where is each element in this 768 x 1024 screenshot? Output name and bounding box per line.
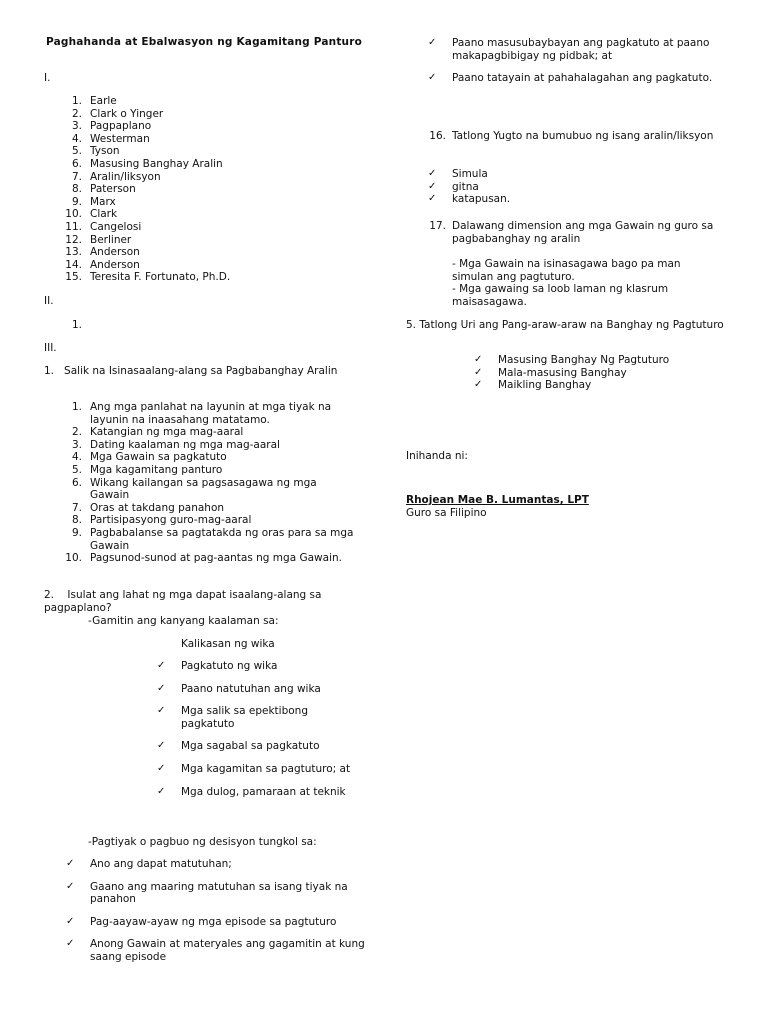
check-icon: ✓: [66, 915, 75, 927]
question-2-first-item: Kalikasan ng wika: [181, 638, 275, 650]
list-item: 6. Masusing Banghay Aralin: [71, 157, 223, 170]
question-2-sub-heading-2: -Pagtiyak o pagbuo ng desisyon tungkol sa:: [88, 836, 317, 848]
list-item: 7. Aralin/liksyon: [71, 170, 161, 183]
section-1-list: [44, 95, 364, 284]
check-icon: ✓: [66, 880, 75, 892]
question-1: 1. Salik na Isinasaalang-alang sa Pagbabanghay Aralin: [44, 365, 338, 377]
question-17-line-2: - Mga gawaing sa loob laman ng klasrum maisasagawa.: [452, 283, 669, 308]
list-item: 1. Earle: [71, 95, 117, 107]
list-item: 9. Marx: [71, 195, 116, 208]
list-item: ✓ Masusing Banghay Ng Pagtuturo: [474, 354, 670, 366]
question-2-checklist-2: [66, 858, 366, 964]
list-item: 5. Tyson: [71, 145, 120, 158]
question-2-checklist-1: [157, 660, 362, 798]
check-icon: ✓: [157, 682, 166, 694]
list-item: ✓ Simula: [428, 168, 488, 180]
check-icon: ✓: [474, 354, 483, 365]
list-item: 10. Clark: [65, 208, 118, 221]
list-item: 9. Pagbabalanse sa pagtatakda ng oras para sa mga Gawain: [71, 526, 354, 552]
check-icon: ✓: [428, 72, 437, 84]
list-item: 8. Paterson: [71, 183, 136, 196]
list-item: 13. Anderson: [65, 246, 140, 259]
check-icon: ✓: [157, 705, 166, 717]
section-2-item-number: 1.: [71, 319, 82, 331]
question-5-checklist: [474, 354, 734, 392]
list-item: ✓ Mga dulog, pamaraan at teknik: [157, 785, 346, 798]
check-icon: ✓: [157, 762, 166, 774]
prepared-by-label: Inihanda ni:: [406, 450, 468, 462]
list-item: ✓ Paano tatayain at pahahalagahan ang pagkatuto.: [428, 72, 713, 85]
list-item: 2. Clark o Yinger: [71, 107, 164, 120]
list-item: ✓ Paano masusubaybayan ang pagkatuto at paano makapagbibigay ng pidbak; at: [428, 37, 710, 62]
list-item: 7. Oras at takdang panahon: [71, 501, 225, 514]
question-5: 5. Tatlong Uri ang Pang-araw-araw na Banghay ng Pagtuturo: [406, 319, 724, 331]
list-item: 11. Cangelosi: [65, 220, 142, 233]
question-1-list: [44, 401, 354, 565]
question-16-checklist: [428, 168, 708, 206]
check-icon: ✓: [428, 168, 437, 179]
question-16: [406, 130, 716, 143]
list-item: ✓ Mga salik sa epektibong pagkatuto: [157, 705, 309, 730]
list-item: 8. Partisipasyong guro-mag-aaral: [71, 514, 252, 527]
section-1-label: I.: [44, 72, 51, 84]
list-item: ✓ Mga sagabal sa pagkatuto: [157, 740, 320, 753]
section-3-label: III.: [44, 342, 57, 354]
document-title: Paghahanda at Ebalwasyon ng Kagamitang Panturo: [45, 36, 363, 48]
list-item: 3. Pagpaplano: [71, 120, 152, 133]
list-item: 1. Ang mga panlahat na layunin at mga tiyak na layunin na inaasahang matatamo.: [71, 401, 332, 426]
question-2: 2. Isulat ang lahat ng mga dapat isaalang-alang sa pagpaplano?: [44, 589, 322, 614]
list-item: 3. Dating kaalaman ng mga mag-aaral: [71, 438, 280, 451]
list-item: ✓ katapusan.: [428, 193, 511, 206]
list-item: ✓ Mala-masusing Banghay: [474, 366, 627, 379]
list-item: ✓ Maikling Banghay: [474, 379, 592, 392]
list-item: ✓ Pagkatuto ng wika: [157, 660, 278, 672]
check-icon: ✓: [428, 180, 437, 192]
list-item: ✓ Ano ang dapat matutuhan;: [66, 858, 232, 870]
check-icon: ✓: [474, 366, 483, 378]
list-item: ✓ Mga kagamitan sa pagtuturo; at: [157, 762, 351, 775]
list-item: 15. Teresita F. Fortunato, Ph.D.: [65, 271, 231, 284]
list-item: 6. Wikang kailangan sa pagsasagawa ng mga Gawain: [71, 476, 317, 502]
list-item: 14. Anderson: [65, 258, 140, 271]
author-role: Guro sa Filipino: [406, 507, 487, 519]
check-icon: ✓: [157, 740, 166, 752]
list-item: 2. Katangian ng mga mag-aaral: [71, 426, 244, 439]
author-name: Rhojean Mae B. Lumantas, LPT: [406, 494, 589, 506]
check-icon: ✓: [66, 938, 75, 950]
check-icon: ✓: [157, 785, 166, 797]
check-icon: ✓: [428, 37, 437, 48]
list-item: 5. Mga kagamitang panturo: [71, 463, 223, 476]
section-2-label: II.: [44, 295, 54, 307]
list-item: 17. Dalawang dimension ang mga Gawain ng guro sa pagbabanghay ng aralin: [429, 220, 714, 245]
check-icon: ✓: [66, 858, 75, 869]
list-item: ✓ gitna: [428, 180, 479, 193]
list-item: 12. Berliner: [65, 233, 132, 246]
list-item: ✓ Pag-aayaw-ayaw ng mga episode sa pagtuturo: [66, 915, 337, 928]
question-2-sub-heading-1: -Gamitin ang kanyang kaalaman sa:: [88, 615, 279, 627]
right-top-checklist: [428, 37, 728, 85]
list-item: 4. Westerman: [71, 132, 150, 145]
list-item: 10. Pagsunod-sunod at pag-aantas ng mga Gawain.: [65, 552, 342, 565]
list-item: 16. Tatlong Yugto na bumubuo ng isang aralin/liksyon: [429, 130, 714, 142]
check-icon: ✓: [157, 660, 166, 671]
list-item: ✓ Paano natutuhan ang wika: [157, 682, 321, 695]
question-17: [406, 220, 726, 245]
list-item: ✓ Gaano ang maaring matutuhan sa isang tiyak na panahon: [66, 880, 348, 906]
list-item: ✓ Anong Gawain at materyales ang gagamitin at kung saang episode: [66, 938, 365, 963]
check-icon: ✓: [428, 193, 437, 205]
check-icon: ✓: [474, 379, 483, 391]
list-item: 4. Mga Gawain sa pagkatuto: [71, 451, 227, 464]
question-17-line-1: - Mga Gawain na isinasagawa bago pa man simulan ang pagtuturo.: [452, 258, 681, 283]
